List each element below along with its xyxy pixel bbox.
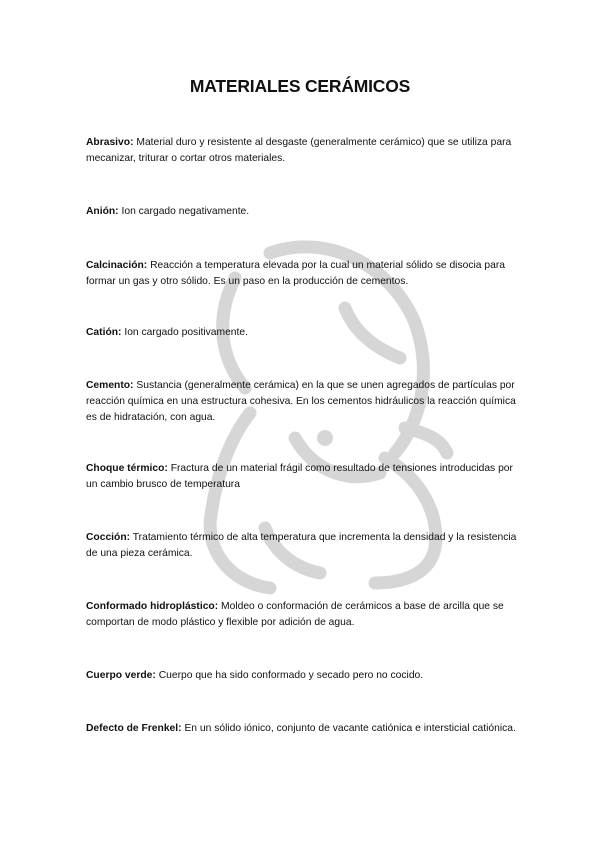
- glossary-entry-defecto-frenkel: [86, 721, 518, 737]
- glossary-entry-cemento: [86, 378, 518, 426]
- term: Calcinación:: [86, 260, 148, 271]
- definition: Tratamiento térmico de alta temperatura que incrementa la densidad y la resistencia de una pieza cerámica.: [86, 532, 517, 559]
- definition: Fractura de un material frágil como resultado de tensiones introducidas por un cambio brusco de temperatura: [86, 463, 513, 490]
- definition: Sustancia (generalmente cerámica) en la que se unen agregados de partículas por reacción química en una estructura cohesiva. En los cementos hidráulicos la reacción química es de hidratación, con agua.: [86, 380, 516, 423]
- glossary-entry-conformado-hidroplastico: [86, 599, 518, 631]
- page-title: MATERIALES CERÁMICOS: [189, 76, 411, 96]
- glossary-entry-coccion: [86, 530, 518, 562]
- term: Conformado hidroplástico:: [86, 601, 219, 612]
- term: Cuerpo verde:: [86, 670, 156, 681]
- term: Cemento:: [86, 380, 134, 391]
- glossary-entry-anion: [86, 204, 518, 220]
- definition: En un sólido iónico, conjunto de vacante catiónica e intersticial catiónica.: [184, 723, 516, 734]
- term: Abrasivo:: [86, 137, 134, 148]
- term: Catión:: [86, 327, 122, 338]
- term: Choque térmico:: [86, 463, 168, 474]
- glossary-entry-calcinacion: [86, 258, 518, 290]
- glossary-entry-cuerpo-verde: [86, 668, 518, 684]
- term: Defecto de Frenkel:: [86, 723, 182, 734]
- term: Cocción:: [86, 532, 131, 543]
- glossary-entry-abrasivo: [86, 135, 518, 167]
- glossary-entry-choque-termico: [86, 461, 518, 493]
- definition: Material duro y resistente al desgaste (generalmente cerámico) que se utiliza para mecanizar, triturar o cortar otros materiales.: [86, 137, 512, 164]
- definition: Ion cargado positivamente.: [124, 327, 248, 338]
- definition: Reacción a temperatura elevada por la cual un material sólido se disocia para formar un gas y otro sólido. Es un paso en la producción de cementos.: [86, 260, 505, 287]
- definition: Moldeo o conformación de cerámicos a base de arcilla que se comportan de modo plástico y flexible por adición de agua.: [86, 601, 504, 628]
- definition: Cuerpo que ha sido conformado y secado pero no cocido.: [158, 670, 424, 681]
- term: Anión:: [86, 206, 119, 217]
- definition: Ion cargado negativamente.: [121, 206, 250, 217]
- glossary-entry-cation: [86, 325, 518, 341]
